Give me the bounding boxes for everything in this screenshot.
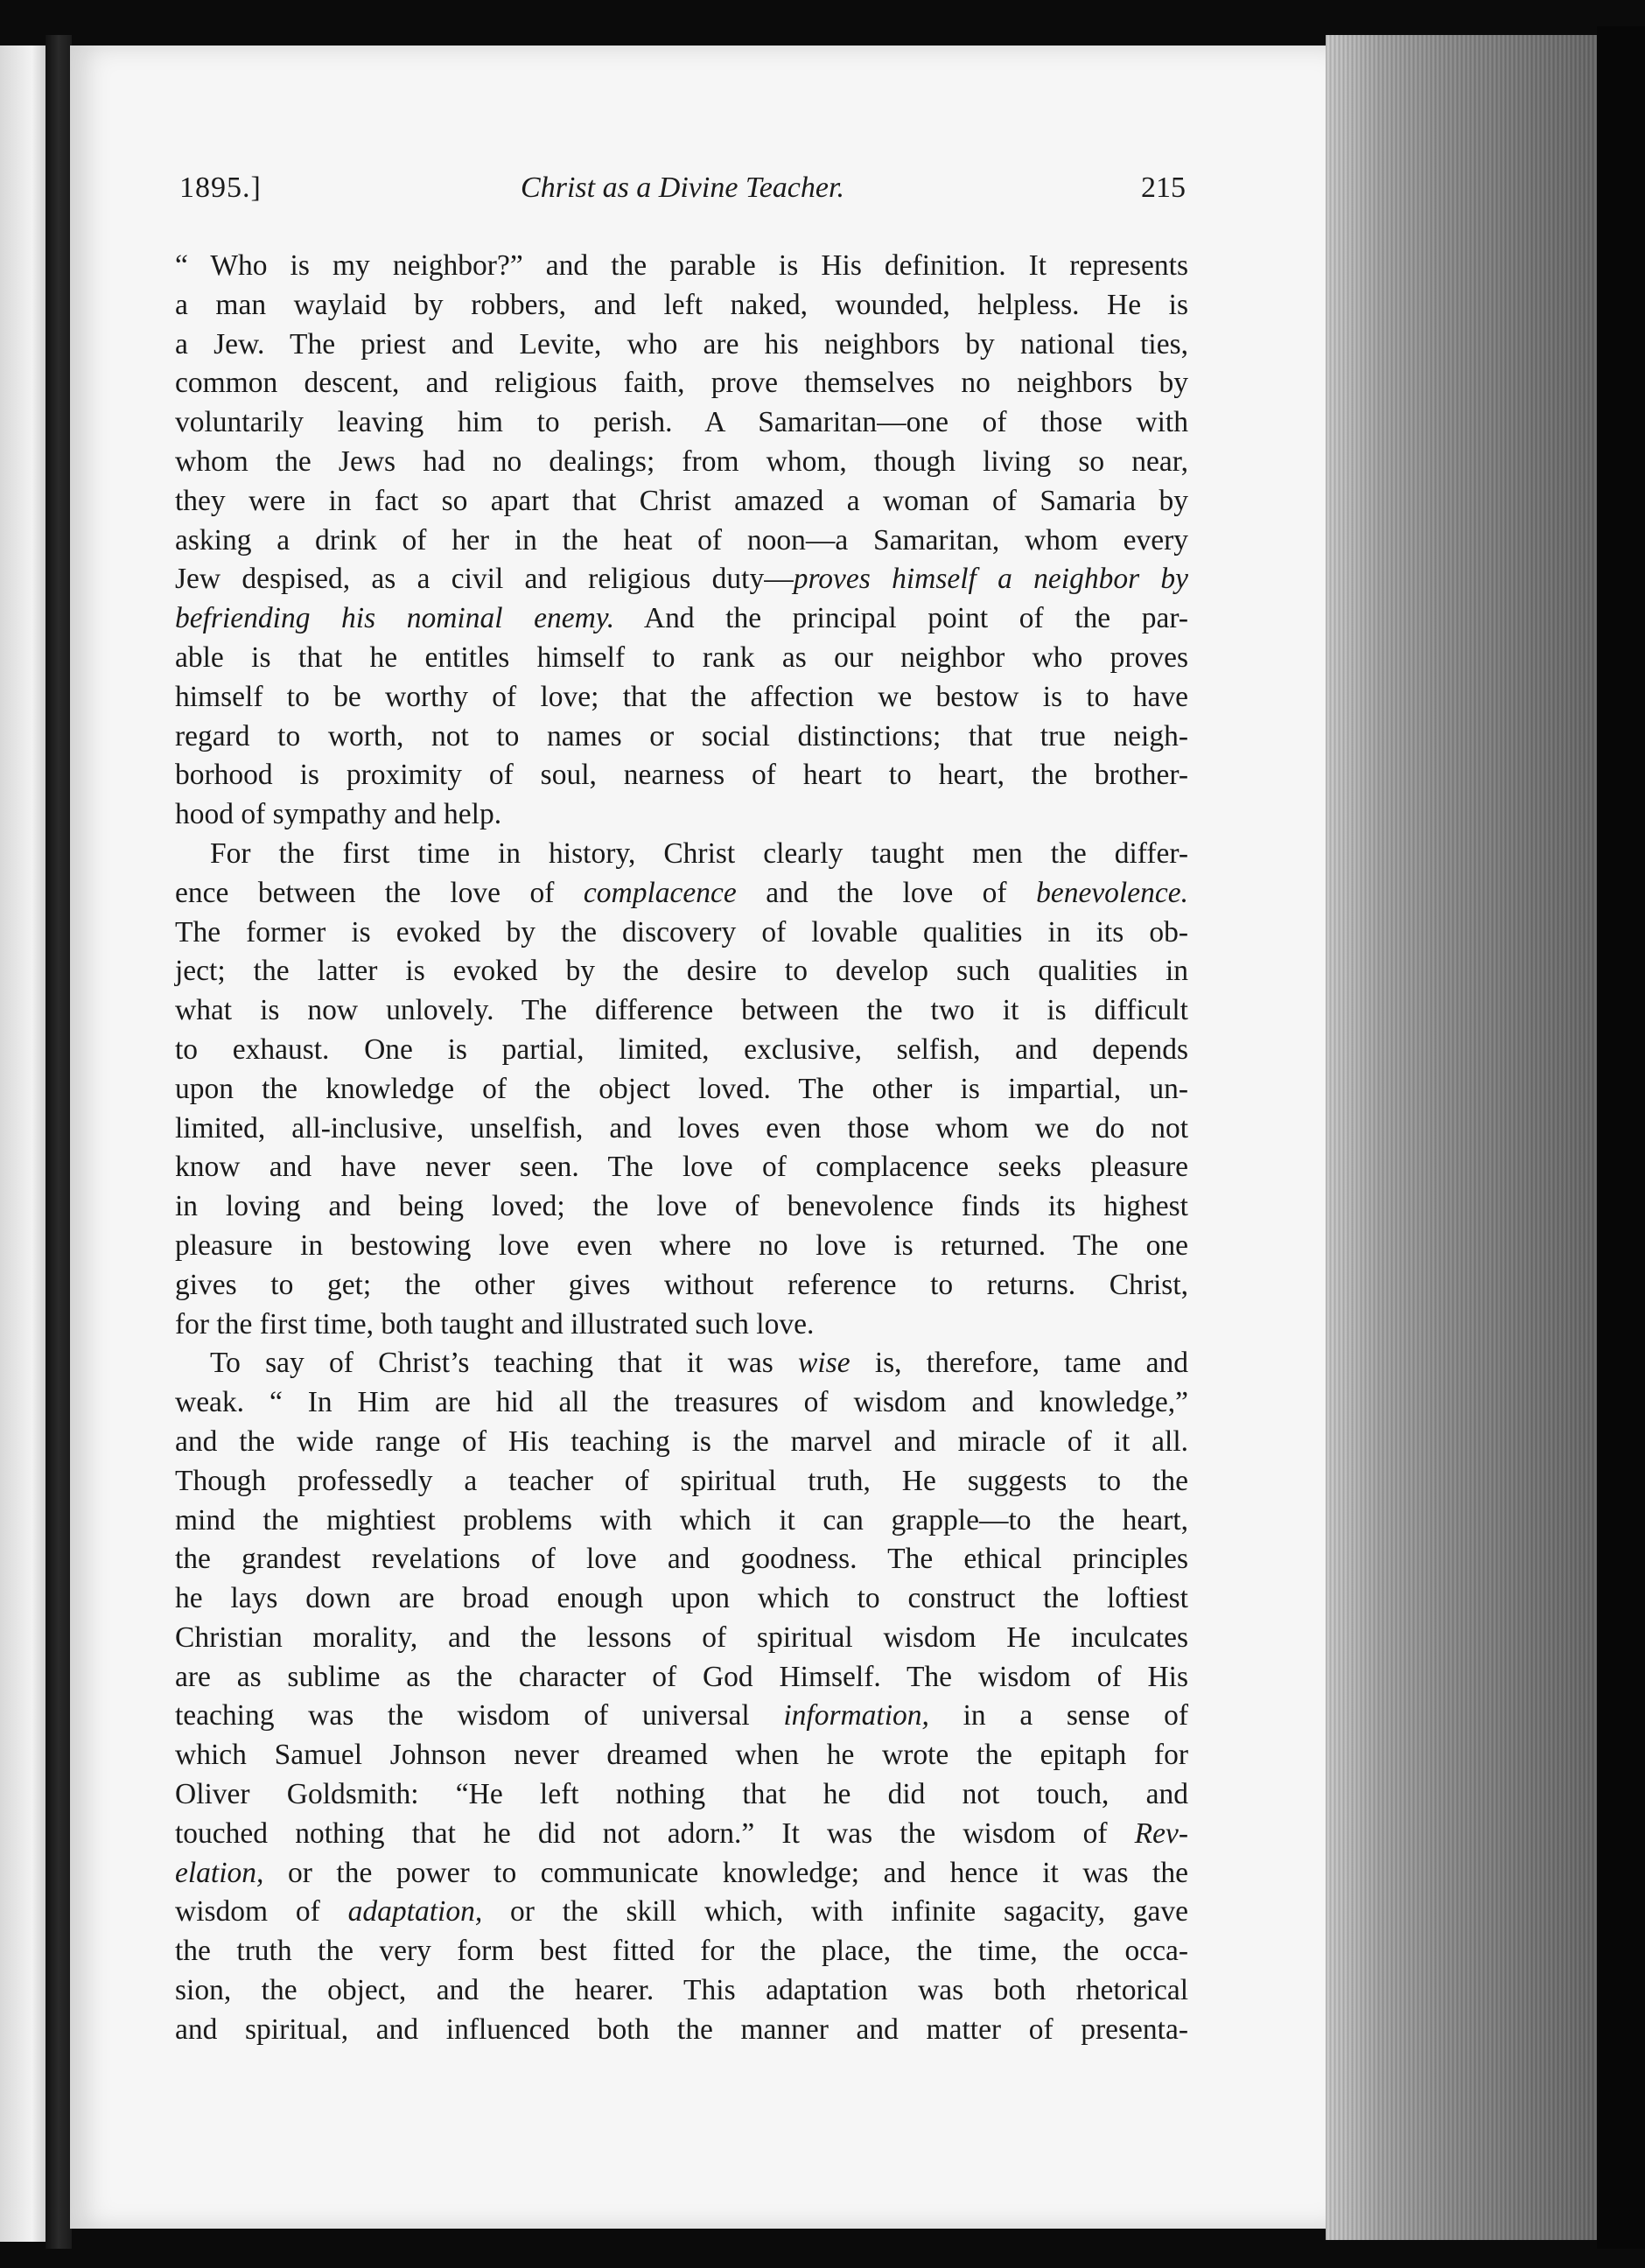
text-line: asking a drink of her in the heat of noon—a Samaritan, whom every [175,523,1188,556]
text-line: The former is evoked by the discovery of lovable qualities in its ob- [175,915,1188,948]
text-line: and the wide range of His teaching is the marvel and miracle of it all. [175,1424,1188,1458]
text-line: able is that he entitles himself to rank as our neighbor who proves [175,640,1188,674]
text-line: himself to be worthy of love; that the affection we bestow is to have [175,680,1188,713]
text-line: Though professedly a teacher of spiritual truth, He suggests to the [175,1464,1188,1497]
text-line [175,560,1188,599]
text-line: “ Who is my neighbor?” and the parable is His definition. It represents [175,249,1188,282]
text-line: sion, the object, and the hearer. This adaptation was both rhetorical [175,1974,1188,2007]
text-line [175,874,1188,914]
text-run: ence between the love of [175,876,584,909]
italic-text: elation, [175,1856,264,1889]
italic-text: benevolence. [1036,876,1188,909]
text-run: To say of Christ’s teaching that it was [210,1347,799,1380]
italic-text: befriending his nominal enemy. [175,602,615,635]
text-line: ject; the latter is evoked by the desire to develop such qualities in [175,955,1188,988]
text-line: For the first time in history, Christ clearly taught men the differ- [210,836,1188,870]
text-line: weak. “ In Him are hid all the treasures of wisdom and knowledge,” [175,1386,1188,1419]
body-text [175,247,1188,2050]
text-line: are as sublime as the character of God Himself. The wisdom of His [175,1660,1188,1693]
text-line: Christian morality, and the lessons of spiritual wisdom He inculcates [175,1620,1188,1654]
text-line: know and have never seen. The love of complacence seeks pleasure [175,1151,1188,1184]
text-line: they were in fact so apart that Christ amazed a woman of Samaria by [175,484,1188,517]
italic-text: proves himself a neighbor by [793,563,1188,596]
text-run: And the principal point of the par- [614,602,1188,635]
text-run: is, therefore, tame and [850,1347,1188,1380]
paragraph-3 [175,1344,1188,2049]
italic-text: adaptation, [347,1895,483,1928]
text-line: mind the mightiest problems with which it can grapple—to the heart, [175,1503,1188,1536]
text-line: borhood is proximity of soul, nearness of heart to heart, the brother- [175,759,1188,792]
text-run: or the skill which, with infinite sagacity, gave [482,1895,1189,1928]
italic-text: complacence [583,876,737,909]
page-number: 215 [1141,172,1186,204]
text-line [175,1854,1188,1894]
italic-text: information, [783,1699,929,1732]
text-line: common descent, and religious faith, prove themselves no neighbors by [175,367,1188,400]
italic-text: Rev- [1134,1816,1188,1850]
book-gutter [46,35,72,2249]
paragraph-2 [175,835,1188,1344]
left-page-edge [0,46,46,2242]
background-edge [1597,26,1645,2249]
text-line: whom the Jews had no dealings; from whom, though living so near, [175,444,1188,478]
text-line: upon the knowledge of the object loved. The other is impartial, un- [175,1072,1188,1105]
text-run: teaching was the wisdom of universal [175,1699,784,1732]
text-run: wisdom of [175,1895,348,1928]
text-line: what is now unlovely. The difference between the two it is difficult [175,994,1188,1027]
text-line: regard to worth, not to names or social distinctions; that true neigh- [175,719,1188,752]
text-line: Oliver Goldsmith: “He left nothing that he did not touch, and [175,1778,1188,1811]
text-line: the grandest revelations of love and goodness. The ethical principles [175,1543,1188,1576]
text-run: and the love of [736,876,1037,909]
text-line [175,1815,1188,1854]
page-edges [1326,35,1597,2240]
text-line: the truth the very form best fitted for the place, the time, the occa- [175,1935,1188,1968]
text-run: Jew despised, as a civil and religious duty— [175,563,794,596]
text-line [175,1344,1188,1383]
text-line [175,1697,1188,1736]
text-run: in a sense of [928,1699,1188,1732]
running-header [179,172,1186,224]
text-line: he lays down are broad enough upon which to construct the loftiest [175,1582,1188,1615]
text-line: pleasure in bestowing love even where no love is returned. The one [175,1228,1188,1262]
italic-text: wise [798,1347,850,1380]
text-line: which Samuel Johnson never dreamed when he wrote the epitaph for [175,1739,1188,1772]
running-title: Christ as a Divine Teacher. [521,172,844,204]
paragraph-1 [175,247,1188,835]
text-run: touched nothing that he did not adorn.” It was the wisdom of [175,1816,1135,1850]
text-line: and spiritual, and influenced both the manner and matter of presenta- [175,2012,1188,2046]
text-line [175,599,1188,639]
text-line: a Jew. The priest and Levite, who are his neighbors by national ties, [175,327,1188,360]
text-line: in loving and being loved; the love of benevolence finds its highest [175,1190,1188,1223]
text-line: limited, all-inclusive, unselfish, and loves even those whom we do not [175,1111,1188,1144]
header-year: 1895.] [179,172,262,204]
text-line: gives to get; the other gives without reference to returns. Christ, [175,1268,1188,1301]
text-line: for the first time, both taught and illustrated such love. [175,1307,815,1340]
text-line: hood of sympathy and help. [175,798,502,831]
text-run: or the power to communicate knowledge; and hence it was the [263,1856,1188,1889]
text-line: a man waylaid by robbers, and left naked, wounded, helpless. He is [175,288,1188,321]
text-line [175,1893,1188,1932]
text-line: to exhaust. One is partial, limited, exclusive, selfish, and depends [175,1032,1188,1066]
text-line: voluntarily leaving him to perish. A Samaritan—one of those with [175,406,1188,439]
